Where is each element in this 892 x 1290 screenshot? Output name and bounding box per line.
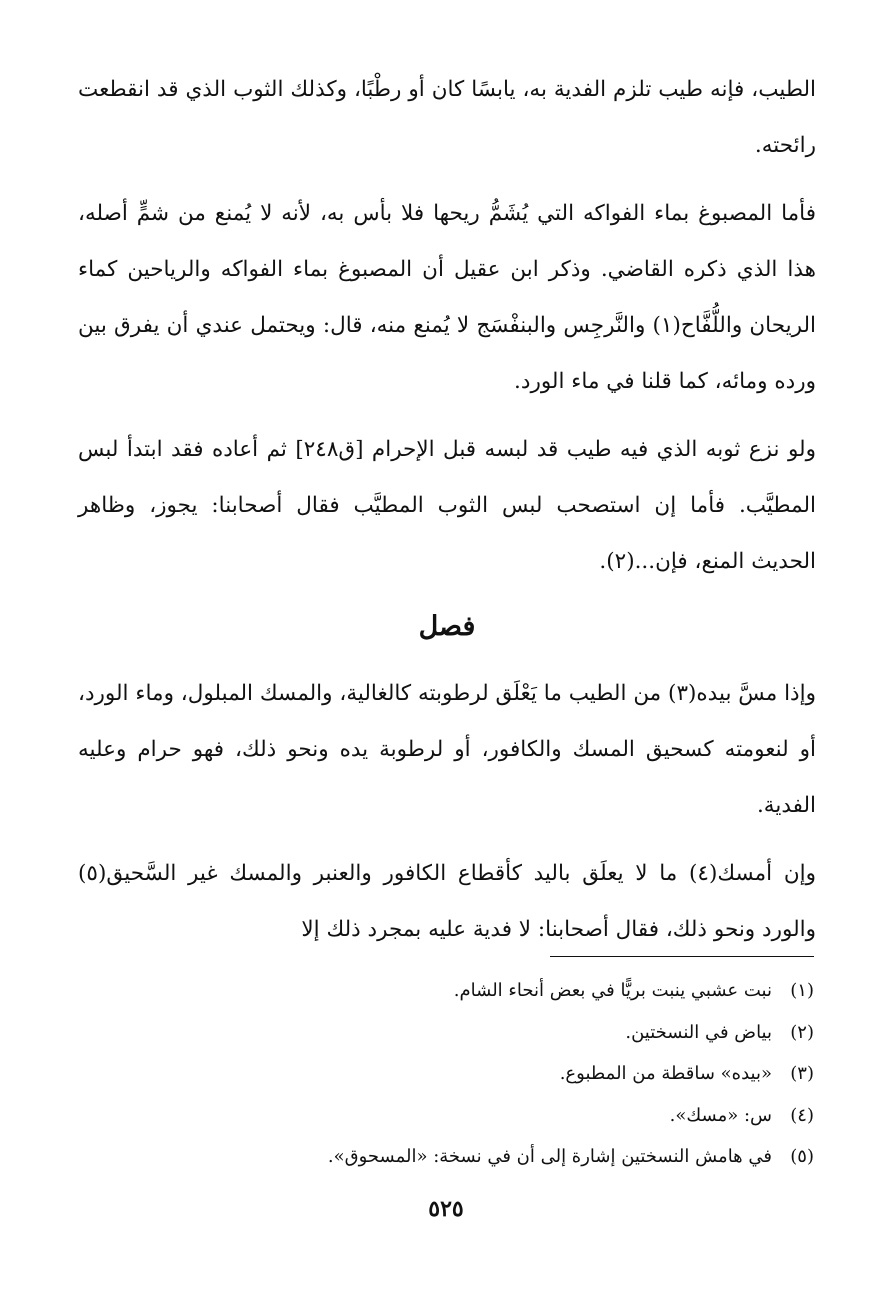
footnote-text: «بيده» ساقطة من المطبوع. [559, 1063, 772, 1084]
footnote-4 [76, 1095, 814, 1137]
footnote-5 [76, 1136, 814, 1178]
footnote-number: (٥) [790, 1146, 814, 1167]
footnotes [76, 970, 814, 1178]
footnote-text: في هامش النسختين إشارة إلى أن في نسخة: «المسحوق». [327, 1146, 772, 1167]
paragraph-3: ولو نزع ثوبه الذي فيه طيب قد لبسه قبل الإحرام [ق٢٤٨] ثم أعاده فقد ابتدأ لبس المطيَّب. فأما إن استصحب لبس الثوب المطيَّب فقال أصحابنا: يجوز، وظاهر الحديث المنع، فإن...(٢). [78, 437, 816, 574]
footnote-2 [76, 1012, 814, 1054]
footnote-text: س: «مسك». [669, 1104, 772, 1126]
footnote-divider [550, 956, 814, 957]
footnote-number: (٣) [790, 1063, 814, 1084]
footnote-text: بياض في النسختين. [625, 1021, 772, 1043]
paragraph-1: الطيب، فإنه طيب تلزم الفدية به، يابسًا كان أو رطْبًا، وكذلك الثوب الذي قد انقطعت رائحته. [78, 77, 816, 158]
paragraph-2: فأما المصبوغ بماء الفواكه التي يُشَمُّ ريحها فلا بأس به، لأنه لا يُمنع من شمٍّ أصله، هذا الذي ذكره القاضي. وذكر ابن عقيل أن المصبوغ بماء الفواكه والرياحين كماء الريحان واللُّفَّاح(١) والنَّرجِس والبنفْسَج لا يُمنع منه، قال: ويحتمل عندي أن يفرق بين ورده ومائه، كما قلنا في ماء الورد. [78, 201, 816, 394]
paragraph-5: وإن أمسك(٤) ما لا يعلَق باليد كأقطاع الكافور والعنبر والمسك غير السَّحيق(٥) والورد ونحو ذلك، فقال أصحابنا: لا فدية عليه بمجرد ذلك إلا [78, 861, 816, 942]
footnote-number: (٤) [790, 1104, 814, 1126]
footnote-1 [76, 970, 814, 1012]
paragraph-4: وإذا مسَّ بيده(٣) من الطيب ما يَعْلَق لرطوبته كالغالية، والمسك المبلول، وماء الورد، أو لنعومته كسحيق المسك والكافور، أو لرطوبة يده ونحو ذلك، فهو حرام وعليه الفدية. [78, 681, 816, 818]
page-number: ٥٢٥ [428, 1196, 464, 1222]
footnote-number: (١) [790, 980, 814, 1001]
page-body [78, 62, 816, 970]
footnote-3 [76, 1053, 814, 1095]
footnote-number: (٢) [790, 1021, 814, 1043]
footnote-text: نبت عشبي ينبت بريًّا في بعض أنحاء الشام. [453, 980, 772, 1001]
section-heading: فصل [418, 611, 476, 642]
